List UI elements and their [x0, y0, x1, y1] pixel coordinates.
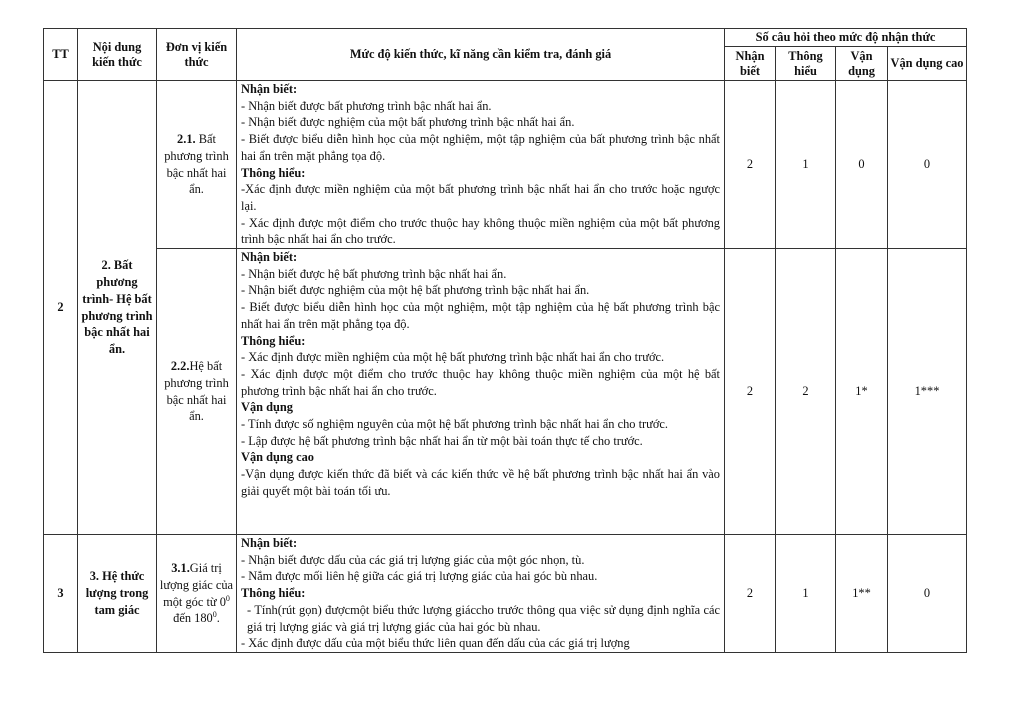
unit-name: Bất phương trình bậc nhất hai ẩn.: [164, 132, 229, 197]
unit-cell: [157, 81, 237, 249]
criteria-line: - Xác định được một điểm cho trước thuộc hay không thuộc miền nghiệm của một hệ bất phương trình bậc nhất hai ẩn cho trước.: [241, 366, 720, 398]
unit-name: Hệ bất phương trình bậc nhất hai ẩn.: [164, 359, 229, 424]
count-recognize: 2: [725, 249, 776, 535]
count-apply: 1*: [836, 249, 888, 535]
level-title: Thông hiểu:: [241, 586, 306, 601]
count-recognize: 2: [725, 535, 776, 653]
count-understand: 2: [776, 249, 836, 535]
level-title: Nhận biết:: [241, 536, 298, 551]
level-title: Vận dụng: [241, 400, 294, 415]
criteria-line: - Nhận biết được dấu của các giá trị lượng giác của một góc nhọn, tù.: [241, 552, 585, 567]
level-title: Thông hiểu:: [241, 165, 306, 180]
criteria-line: - Nhận biết được nghiệm của một bất phương trình bậc nhất hai ẩn.: [241, 115, 575, 130]
unit-code: 3.1.: [171, 561, 190, 576]
criteria-line: - Tính được số nghiệm nguyên của một hệ bất phương trình bậc nhất hai ẩn cho trước.: [241, 417, 669, 432]
header-tt: TT: [44, 29, 78, 81]
degree-sup: 0: [212, 610, 217, 620]
criteria-line: - Tính(rút gọn) đượcmột biểu thức lượng giáccho trước thông qua việc sử dụng định nghĩa các giá trị lượng giác và giá trị lượng giác của hai góc bù nhau.: [247, 602, 720, 634]
criteria-line: - Nhận biết được bất phương trình bậc nhất hai ẩn.: [241, 98, 492, 113]
row-number: 3: [44, 535, 78, 653]
level-title: Vận dụng cao: [241, 450, 314, 465]
header-level-understand: Thông hiểu: [776, 47, 836, 81]
unit-name-mid: đến 180: [173, 611, 213, 626]
count-apply-high: 1***: [888, 249, 967, 535]
level-title: Nhận biết:: [241, 250, 298, 265]
criteria-cell: [237, 81, 725, 249]
degree-sup: 0: [225, 593, 230, 603]
header-level-apply-high: Vận dụng cao: [888, 47, 967, 81]
row-number: 2: [44, 81, 78, 535]
criteria-line: -Vận dụng được kiến thức đã biết và các kiến thức về hệ bất phương trình bậc nhất hai ẩn vào giải quyết một bài toán tối ưu.: [241, 467, 720, 498]
count-recognize: 2: [725, 81, 776, 249]
header-criteria: Mức độ kiến thức, kĩ năng cần kiểm tra, đánh giá: [237, 29, 725, 81]
unit-name: Giá trị lượng giác của một góc từ 0: [159, 561, 234, 609]
criteria-line: - Nắm được mối liên hệ giữa các giá trị lượng giác của hai góc bù nhau.: [241, 569, 598, 584]
header-count-group: Số câu hỏi theo mức độ nhận thức: [725, 29, 967, 47]
count-apply: 1**: [836, 535, 888, 653]
count-apply-high: 0: [888, 535, 967, 653]
criteria-line: - Biết được biểu diễn hình học của một nghiệm, một tập nghiệm của bất phương trình bậc nhất hai ẩn trên mặt phẳng tọa độ.: [241, 132, 720, 163]
unit-code: 2.2.: [170, 359, 190, 374]
criteria-line: - Xác định được miền nghiệm của một hệ bất phương trình bậc nhất hai ẩn cho trước.: [241, 350, 665, 365]
criteria-line: - Lập được hệ bất phương trình bậc nhất hai ẩn từ một bài toán thực tế cho trước.: [241, 433, 643, 448]
header-unit: Đơn vị kiến thức: [157, 29, 237, 81]
level-title: Thông hiểu:: [241, 333, 306, 348]
criteria-line: - Xác định được một điểm cho trước thuộc hay không thuộc miền nghiệm của một bất phương trình bậc nhất hai ẩn cho trước.: [241, 215, 720, 247]
count-understand: 1: [776, 535, 836, 653]
count-apply-high: 0: [888, 81, 967, 249]
criteria-line: - Nhận biết được hệ bất phương trình bậc nhất hai ẩn.: [241, 266, 507, 281]
criteria-line: - Nhận biết được nghiệm của một hệ bất phương trình bậc nhất hai ẩn.: [241, 283, 590, 298]
unit-cell: [157, 249, 237, 535]
level-title: Nhận biết:: [241, 82, 298, 96]
header-level-recognize: Nhận biết: [725, 47, 776, 81]
unit-cell: [157, 535, 237, 653]
unit-name-end: .: [216, 611, 220, 626]
criteria-line: -Xác định được miền nghiệm của một bất phương trình bậc nhất hai ẩn cho trước hoặc ngược lại.: [241, 182, 720, 213]
criteria-cell: [237, 535, 725, 653]
header-level-apply: Vận dụng: [836, 47, 888, 81]
content-cell: 2. Bất phương trình- Hệ bất phương trình bậc nhất hai ẩn.: [78, 81, 157, 535]
unit-code: 2.1.: [177, 132, 196, 147]
knowledge-matrix-table: [43, 28, 967, 653]
content-cell: 3. Hệ thức lượng trong tam giác: [78, 535, 157, 653]
criteria-cell: [237, 249, 725, 535]
header-content: Nội dung kiến thức: [78, 29, 157, 81]
criteria-line: - Biết được biểu diễn hình học của một nghiệm, một tập nghiệm của hệ bất phương trình bậc nhất hai ẩn trên mặt phẳng tọa độ.: [241, 300, 720, 331]
count-understand: 1: [776, 81, 836, 249]
criteria-line: - Xác định được dấu của một biểu thức liên quan đến dấu của các giá trị lượng: [241, 636, 630, 651]
count-apply: 0: [836, 81, 888, 249]
